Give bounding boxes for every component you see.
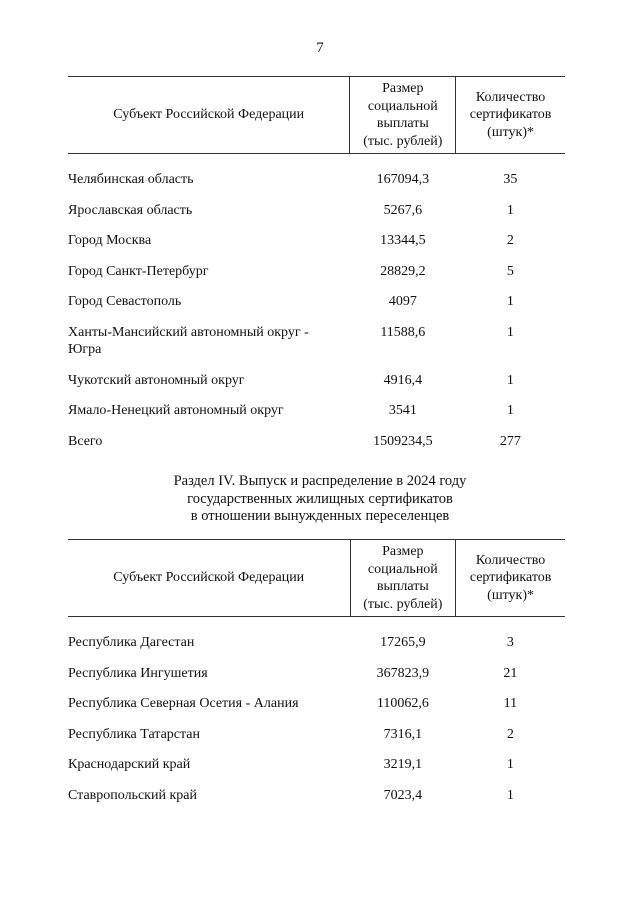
header-amount (350, 540, 456, 617)
region-name-line: Всего (68, 433, 103, 449)
spacer-row (68, 617, 565, 635)
payment-amount: 4097 (388, 294, 417, 309)
payment-amount: 3541 (388, 403, 417, 418)
certificate-count: 3 (506, 635, 514, 650)
table-row (68, 324, 565, 372)
table-row (68, 263, 565, 294)
header-count-line: (штук)* (487, 587, 535, 603)
header-count (456, 77, 565, 154)
certificate-count: 11 (503, 696, 518, 711)
region-name-line: Республика Северная Осетия - Алания (68, 696, 299, 711)
header-count-line: (штук)* (487, 124, 535, 140)
certificate-count: 1 (506, 403, 514, 418)
header-amount (350, 77, 456, 154)
header-subject: Субъект Российской Федерации (68, 77, 350, 154)
certificates-table-1 (68, 76, 565, 463)
header-amount-line: социальной (367, 561, 438, 577)
table-row (68, 695, 565, 726)
header-amount-line: социальной (367, 98, 438, 114)
region-name-line: Ямало-Ненецкий автономный округ (68, 403, 284, 418)
region-name (68, 634, 350, 665)
payment-amount: 28829,2 (380, 263, 426, 279)
table-header-row (68, 77, 565, 154)
payment-amount: 11588,6 (380, 324, 426, 340)
section-title-line: в отношении вынужденных переселенцев (190, 508, 450, 524)
payment-amount: 7316,1 (383, 726, 423, 742)
payment-amount: 167094,3 (376, 172, 430, 187)
header-count-line: Количество (475, 89, 546, 105)
certificate-count: 2 (506, 233, 514, 248)
table-row (68, 202, 565, 233)
region-name (68, 372, 350, 403)
payment-amount: 7023,4 (383, 787, 423, 803)
table-row (68, 293, 565, 324)
payment-amount: 17265,9 (380, 635, 426, 650)
header-amount-line: (тыс. рублей) (363, 596, 443, 612)
certificate-count: 2 (506, 726, 514, 742)
table-row (68, 665, 565, 696)
payment-amount: 3219,1 (383, 757, 423, 772)
table-row (68, 402, 565, 433)
header-count-line: Количество (475, 552, 546, 568)
region-name-line: Ярославская область (68, 202, 193, 218)
payment-amount: 367823,9 (376, 665, 430, 681)
certificate-count: 21 (503, 665, 518, 681)
region-name-line: Город Санкт-Петербург (68, 263, 209, 279)
header-amount-line: выплаты (376, 579, 429, 594)
region-name-line: Челябинская область (68, 172, 194, 187)
header-amount-line: Размер (382, 544, 424, 559)
certificate-count: 1 (506, 372, 514, 388)
region-name (68, 787, 350, 818)
payment-amount: 13344,5 (380, 233, 426, 248)
table-row (68, 171, 565, 202)
certificate-count: 1 (506, 294, 514, 309)
region-name-line: Ставропольский край (68, 787, 197, 803)
table-header-row (68, 540, 565, 617)
region-name (68, 402, 350, 433)
header-count-line: сертификатов (469, 107, 552, 123)
region-name-line: Город Севастополь (68, 294, 182, 309)
payment-amount: 1509234,5 (373, 433, 433, 449)
certificate-count: 35 (503, 172, 518, 187)
region-name-line: Краснодарский край (68, 757, 191, 772)
region-name (68, 324, 350, 372)
region-name (68, 433, 350, 464)
table-row (68, 372, 565, 403)
section-title (0, 473, 640, 526)
header-subject: Субъект Российской Федерации (68, 540, 350, 617)
region-name (68, 665, 350, 696)
section-title-line: Раздел IV. Выпуск и распределение в 2024 году (173, 473, 467, 489)
region-name (68, 756, 350, 787)
table-row (68, 232, 565, 263)
region-name-line: Ханты-Мансийский автономный округ - (68, 324, 309, 340)
certificate-count: 277 (499, 433, 521, 449)
header-amount-line: (тыс. рублей) (363, 133, 443, 149)
spacer-row (68, 154, 565, 172)
region-name (68, 232, 350, 263)
region-name (68, 726, 350, 757)
certificates-table-2 (68, 539, 565, 817)
certificate-count: 1 (506, 202, 514, 218)
payment-amount: 4916,4 (383, 372, 423, 388)
payment-amount: 110062,6 (376, 696, 429, 711)
header-amount-line: Размер (382, 81, 424, 96)
table-row (68, 433, 565, 464)
section-title-line: государственных жилищных сертификатов (187, 490, 453, 507)
region-name (68, 695, 350, 726)
region-name (68, 202, 350, 233)
table-row (68, 787, 565, 818)
region-name-line: Республика Дагестан (68, 635, 195, 650)
region-name-line: Город Москва (68, 233, 152, 248)
region-name-line: Республика Татарстан (68, 726, 201, 742)
certificate-count: 1 (506, 757, 514, 772)
header-amount-line: выплаты (376, 116, 429, 131)
header-count-line: сертификатов (469, 570, 552, 586)
region-name-line: Чукотский автономный округ (68, 372, 245, 388)
region-name (68, 171, 350, 202)
certificate-count: 1 (506, 324, 514, 340)
page-number: 7 (316, 40, 324, 56)
certificate-count: 1 (506, 787, 514, 803)
certificate-count: 5 (506, 263, 514, 279)
header-count (456, 540, 565, 617)
table-row (68, 726, 565, 757)
table-row (68, 756, 565, 787)
region-name-line: Республика Ингушетия (68, 665, 208, 681)
payment-amount: 5267,6 (383, 202, 423, 218)
table-row (68, 634, 565, 665)
region-name (68, 293, 350, 324)
region-name (68, 263, 350, 294)
region-name-line: Югра (68, 342, 102, 357)
